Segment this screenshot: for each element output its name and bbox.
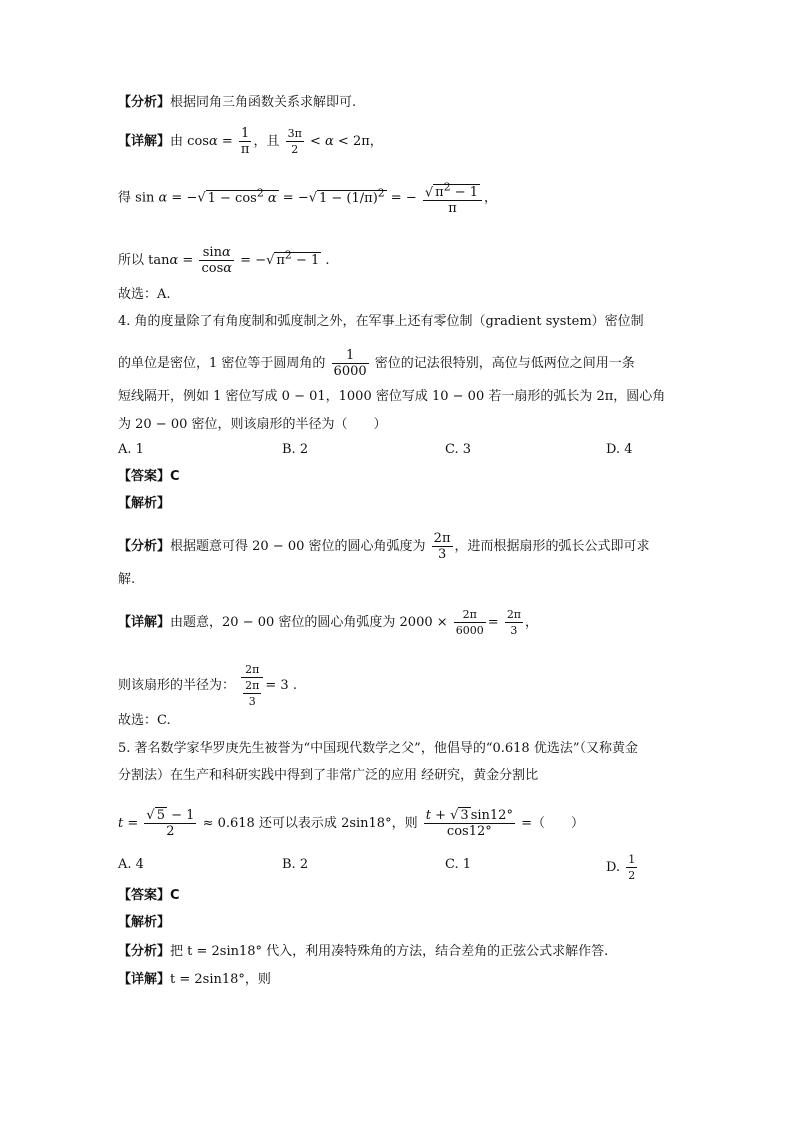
q3-sin-line: 得 sin α = −√ $1 - \cos^2 \alpha$ = −√ $1 - (1/\pi)^2$ = − $\frac{√ \pi^2 - 1}{\pi}$ ， <box>118 181 498 217</box>
fraction-2pi-over-3b: $\frac{2\pi}{3}$ <box>506 608 522 637</box>
q5-answer: 【答案】C <box>118 888 180 903</box>
q4-stem-line-4: 为 20 − 00 密位，则该扇形的半径为（ ） <box>118 417 387 432</box>
q3-analysis-line <box>118 94 356 112</box>
q5-option-a: A. 4 <box>118 857 144 872</box>
q4-stem-line-1: 4. 角的度量除了有角度制和弧度制之外，在军事上还有零位制（gradient system）密位制 <box>118 314 644 329</box>
formula-cos-alpha: cosα = <box>187 134 233 149</box>
q3-solution-line: 【详解】由 cosα = $\frac{1}{\pi}$ ，且 $\frac{3\pi}{2}$ < α < 2π， <box>118 126 383 157</box>
q5-option-b: B. 2 <box>282 857 309 872</box>
fraction-2pi-over-3: $\frac{2\pi}{3}$ <box>433 531 451 562</box>
q4-option-d: D. 4 <box>606 442 633 457</box>
q4-analysis-cont: 解. <box>118 572 136 587</box>
q5-analysis-line: 【分析】把 t = 2sin18° 代入，利用凑特殊角的方法，结合差角的正弦公式求解作答. <box>118 944 609 959</box>
q4-option-c: C. 3 <box>445 442 472 457</box>
q5-stem-line-1: 5. 著名数学家华罗庚先生被誉为“中国现代数学之父”，他倡导的“0.618 优选法”（又称黄金 <box>118 741 638 756</box>
fraction-2pi-over-2pi-over-3: $\frac{2\pi}{\frac{2\pi}{3}}$ <box>241 662 263 709</box>
solution-tag: 【详解】 <box>118 134 171 149</box>
q5-option-d: D. $\frac{1}{2}$ <box>606 853 636 882</box>
q5-solution-line: 【详解】t = 2sin18°，则 <box>118 972 271 987</box>
q4-option-b: B. 2 <box>282 442 309 457</box>
q4-stem-line-3: 短线隔开，例如 1 密位写成 0 − 01，1000 密位写成 10 − 00 若一扇形的弧长为 2π，圆心角 <box>118 389 666 404</box>
fraction-1-over-6000: $\frac{1}{6000}$ <box>333 348 367 379</box>
q5-analysis-header: 【解析】 <box>118 915 171 930</box>
q3-tan-line: 所以 tanα = $\frac{\sin\alpha}{\cos\alpha}$ = −√ $\pi^2 - 1$ . <box>118 245 330 276</box>
fraction-1-over-2: $\frac{1}{2}$ <box>628 853 636 882</box>
fraction-3pi-over-2: $\frac{3\pi}{2}$ <box>287 127 302 156</box>
q5-option-c: C. 1 <box>445 857 472 872</box>
fraction-1-over-pi: $\frac{1}{\pi}$ <box>240 126 250 157</box>
q4-analysis-line: 【分析】根据题意可得 20 − 00 密位的圆心角弧度为 $\frac{2\pi}{3}$ ，进而根据扇形的弧长公式即可求 <box>118 531 650 562</box>
q5-stem-line-2: 分割法）在生产和科研实践中得到了非常广泛的应用 经研究，黄金分割比 <box>118 768 539 783</box>
q4-radius-line: 则该扇形的半径为： $\frac{2\pi}{\frac{2\pi}{3}}$ = 3 . <box>118 663 297 708</box>
analysis-tag: 【分析】 <box>118 95 171 110</box>
q4-stem-line-2: 的单位是密位，1 密位等于圆周角的 $\frac{1}{6000}$ 密位的记法很特别，高位与低两位之间用一条 <box>118 348 635 379</box>
q3-choice: 故选：A. <box>118 287 171 302</box>
formula-sin-alpha: sin α = −√ $1 - \cos^2 \alpha$ = −√ $1 - (1/\pi)^2$ = − <box>135 186 417 206</box>
fraction-2pi-over-6000: $\frac{2\pi}{6000}$ <box>455 608 484 637</box>
q5-stem-line-3: t = $\frac{√ 5 - 1}{2}$ ≈ 0.618 还可以表示成 2sin18°，则 $\frac{t + √ 3 \sin 12^\circ}{\cos 12^\circ}$ =（ ） <box>118 808 584 839</box>
q4-solution-line: 【详解】由题意，20 − 00 密位的圆心角弧度为 2000 × $\frac{2\pi}{6000}$ = $\frac{2\pi}{3}$ ， <box>118 608 539 637</box>
analysis-text: 根据同角三角函数关系求解即可. <box>170 95 357 110</box>
q4-answer: 【答案】C <box>118 469 180 484</box>
fraction-sqrt-pi2-minus-1-over-pi: $\frac{√ \pi^2 - 1}{\pi}$ <box>423 180 482 216</box>
q4-option-a: A. 1 <box>118 442 144 457</box>
q4-choice: 故选：C. <box>118 713 171 728</box>
fraction-golden-ratio: $\frac{√ 5 - 1}{2}$ <box>146 808 195 839</box>
fraction-sin-over-cos: $\frac{\sin\alpha}{\cos\alpha}$ <box>201 245 233 276</box>
fraction-t-plus-sqrt3sin12-over-cos12: $\frac{t + √ 3 \sin 12^\circ}{\cos 12^\circ}$ <box>425 808 513 839</box>
q4-analysis-header: 【解析】 <box>118 496 171 511</box>
